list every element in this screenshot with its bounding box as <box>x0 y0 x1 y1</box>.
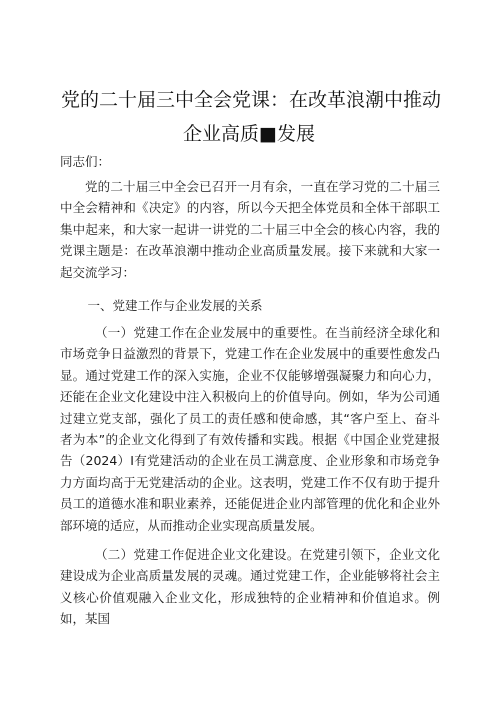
body-paragraph-1: （一）党建工作在企业发展中的重要性。在当前经济全球化和市场竞争日益激烈的背景下，党建工作在企业发展中的重要性愈发凸显。通过党建工作的深入实施，企业不仅能够增强凝聚力和向心力，还能在企业文化建设中注入积极向上的价值导向。例如，华为公司通过建立党支部，强化了员工的责任感和使命感，其“客户至上、奋斗者为本”的企业文化得到了有效传播和实践。根据《中国企业党建报告（2024）I有党建活动的企业在员工满意度、企业形象和市场竞争力方面均高于无党建活动的企业。这表明，党建工作不仅有助于提升员工的道德水准和职业素养，还能促进企业内部管理的优化和企业外部环境的适应，从而推动企业实现高质量发展。 <box>60 325 440 533</box>
salutation: 同志们： <box>60 154 111 169</box>
body-paragraph-2: （二）党建工作促进企业文化建设。在党建引领下，企业文化建设成为企业高质量发展的灵魂。通过党建工作，企业能够将社会主义核心价值观融入企业文化，形成独特的企业精神和价值追求。例如，某国 <box>60 547 440 627</box>
document-title-line-2: 企业高质■发展 <box>183 123 315 145</box>
section-heading: 一、党建工作与企业发展的关系 <box>87 298 263 313</box>
document-title-line-1: 党的二十届三中全会党课：在改革浪潮中推动 <box>61 89 442 111</box>
intro-paragraph: 党的二十届三中全会已召开一月有余，一直在学习党的二十届三中全会精神和《决定》的内容，所以今天把全体党员和全体干部职工集中起来，和大家一起讲一讲党的二十届三中全会的核心内容，我的党课主题是：在改革浪潮中推动企业高质量发展。接下来就和大家一起交流学习： <box>60 179 440 280</box>
